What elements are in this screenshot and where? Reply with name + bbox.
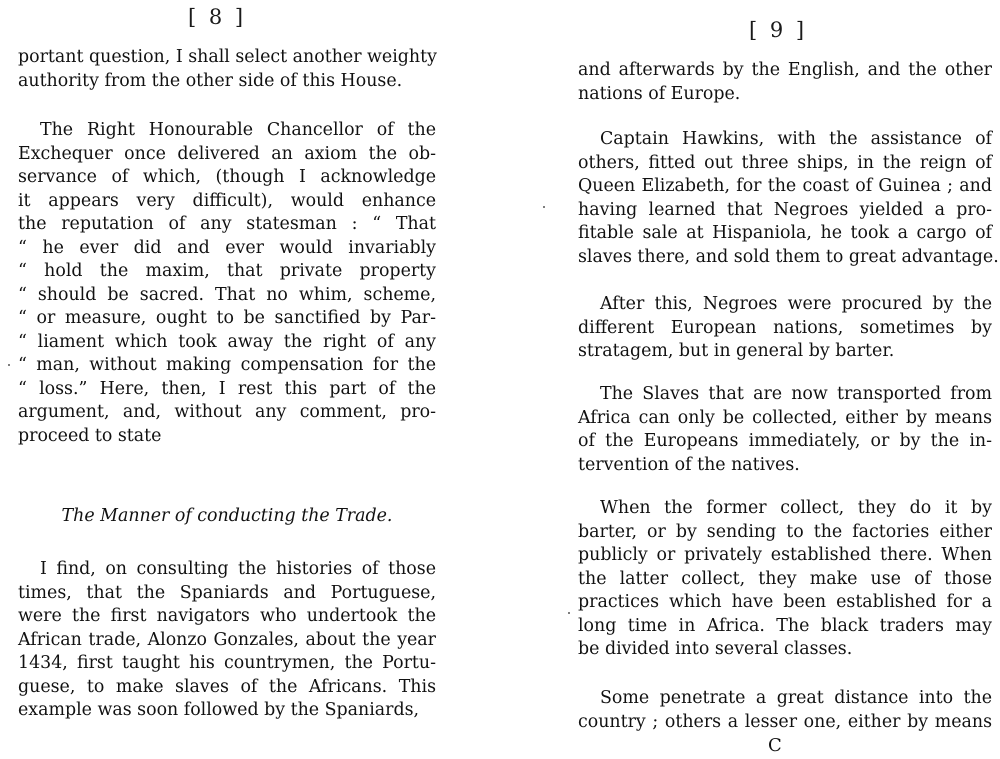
text-line: slaves there, and sold them to great advantage.: [578, 246, 999, 267]
text-line: times, that the Spaniards and Portuguese,: [18, 582, 436, 603]
text-line: the reputation of any statesman : “ That: [18, 214, 436, 234]
right-paragraph-1: [578, 59, 992, 106]
page-number-9: [ 9 ]: [749, 18, 808, 42]
text-line: “ liament which took away the right of any: [18, 331, 436, 352]
text-line: Africa can only be collected, either by means: [578, 407, 992, 428]
right-paragraph-3: [578, 293, 992, 364]
text-line: Queen Elizabeth, for the coast of Guinea ; and: [578, 176, 992, 196]
page-number-8: [ 8 ]: [188, 5, 247, 29]
text-line: tervention of the natives.: [578, 454, 800, 475]
text-line: When the former collect, they do it by: [600, 498, 992, 518]
print-speck: [8, 364, 10, 366]
text-line: Captain Hawkins, with the assistance of: [600, 129, 992, 149]
text-line: having learned that Negroes yielded a pro-: [578, 199, 992, 220]
text-line: “ should be sacred. That no whim, scheme,: [18, 284, 436, 305]
text-line: “ hold the maxim, that private property: [18, 261, 436, 281]
text-line: African trade, Alonzo Gonzales, about the year: [18, 629, 436, 650]
text-line: the latter collect, they make use of those: [578, 568, 992, 589]
text-line: servance of which, (though I acknowledge: [18, 167, 436, 187]
section-heading: The Manner of conducting the Trade.: [61, 506, 393, 526]
text-line: “ he ever did and ever would invariably: [18, 237, 436, 258]
text-line: barter, or by sending to the factories either: [578, 521, 992, 542]
text-line: others, fitted out three ships, in the reign of: [578, 152, 992, 173]
text-line: publicly or privately established there. When: [578, 545, 992, 565]
left-paragraph-2: [18, 119, 436, 448]
text-line: different European nations, sometimes by: [578, 317, 992, 338]
text-line: I find, on consulting the histories of those: [40, 559, 436, 579]
left-paragraph-3: [18, 558, 436, 723]
right-paragraph-4: [578, 383, 992, 477]
print-speck: [543, 206, 545, 208]
text-line: fitable sale at Hispaniola, he took a cargo of: [578, 223, 992, 243]
text-line: The Slaves that are now transported from: [600, 384, 992, 404]
text-line: authority from the other side of this House.: [18, 70, 403, 91]
text-line: it appears very difficult), would enhance: [18, 190, 436, 211]
right-paragraph-6: [578, 687, 992, 734]
text-line: 1434, first taught his countrymen, the Portu-: [18, 653, 436, 673]
text-line: practices which have been established for a: [578, 592, 992, 612]
text-line: of the Europeans immediately, or by the in-: [578, 431, 992, 451]
text-line: long time in Africa. The black traders may: [578, 615, 992, 636]
right-paragraph-2: [578, 128, 999, 269]
text-line: argument, and, without any comment, pro-: [18, 402, 436, 422]
text-line: Some penetrate a great distance into the: [600, 688, 992, 708]
text-line: nations of Europe.: [578, 83, 741, 104]
left-paragraph-1: [18, 46, 436, 93]
print-speck: [568, 612, 570, 614]
text-line: country ; others a lesser one, either by means: [578, 711, 992, 732]
text-line: and afterwards by the English, and the other: [578, 60, 992, 80]
text-line: portant question, I shall select another weighty: [18, 47, 437, 67]
right-paragraph-5: [578, 497, 992, 662]
text-line: proceed to state: [18, 425, 162, 446]
signature-mark: C: [768, 735, 782, 756]
text-line: The Right Honourable Chancellor of the: [40, 120, 436, 140]
text-line: be divided into several classes.: [578, 639, 853, 659]
text-line: “ man, without making compensation for the: [18, 355, 436, 375]
text-line: guese, to make slaves of the Africans. This: [18, 676, 436, 697]
text-line: were the first navigators who undertook the: [18, 606, 436, 626]
text-line: Exchequer once delivered an axiom the ob-: [18, 143, 436, 164]
text-line: stratagem, but in general by barter.: [578, 341, 895, 361]
text-line: example was soon followed by the Spaniards,: [18, 700, 420, 720]
text-line: “ or measure, ought to be sanctified by Par-: [18, 308, 436, 328]
text-line: After this, Negroes were procured by the: [600, 294, 992, 314]
text-line: “ loss.” Here, then, I rest this part of the: [18, 378, 436, 399]
